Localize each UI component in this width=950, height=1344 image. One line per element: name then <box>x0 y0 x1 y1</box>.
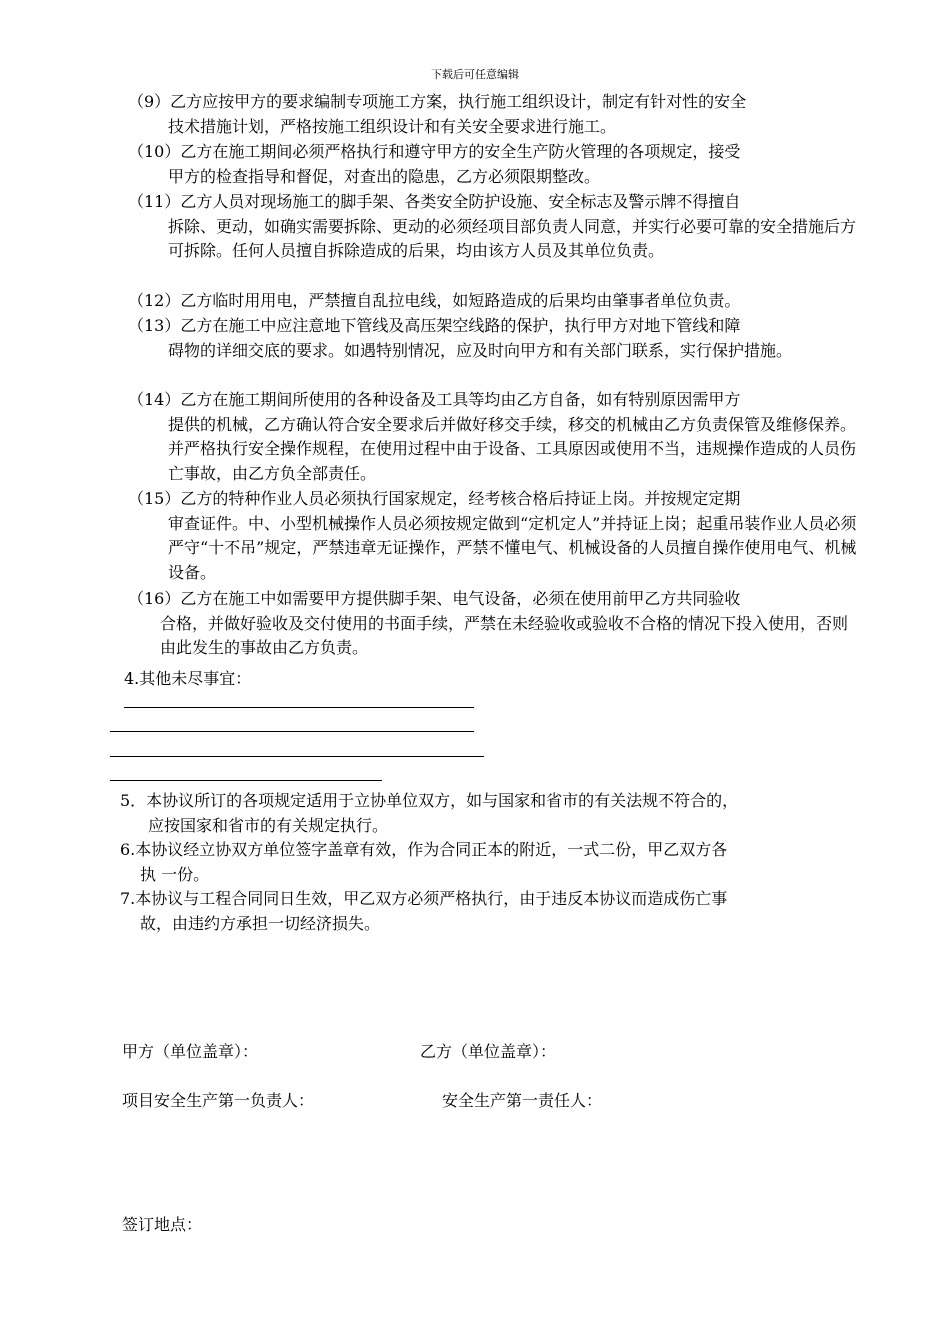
clause-item-12-first: （12）乙方临时用用电，严禁擅自乱拉电线，如短路造成的后果均由肇事者单位负责。 <box>128 291 741 310</box>
party-a-responsible-label: 项目安全生产第一负责人： <box>122 1091 315 1110</box>
clause-6-cont: 执 一份。 <box>140 864 210 884</box>
clause-5 <box>120 789 865 838</box>
clause-item-14 <box>128 388 863 486</box>
clause-item-9-cont: 技术措施计划，严格按施工组织设计和有关安全要求进行施工。 <box>168 116 617 136</box>
clause-7-first: 7.本协议与工程合同同日生效，甲乙双方必须严格执行，由于违反本协议而造成伤亡事 <box>120 889 728 908</box>
clause-7-cont: 故，由违约方承担一切经济损失。 <box>140 913 381 933</box>
clause-item-16-first: （16）乙方在施工中如需要甲方提供脚手架、电气设备，必须在使用前甲乙方共同验收 <box>128 589 741 608</box>
party-b-responsible-label: 安全生产第一责任人： <box>442 1091 603 1110</box>
clause-item-13 <box>128 314 863 363</box>
clause-item-12 <box>128 289 863 314</box>
blank-line <box>110 780 382 781</box>
clause-item-13-cont: 碍物的详细交底的要求。如遇特别情况，应及时向甲方和有关部门联系，实行保护措施。 <box>168 340 793 360</box>
clause-7 <box>120 887 865 936</box>
clause-6 <box>120 838 865 887</box>
clause-item-14-cont: 提供的机械，乙方确认符合安全要求后并做好移交手续，移交的机械由乙方负责保管及维修保养。并严格执行安全操作规程，在使用过程中由于设备、工具原因或使用不当，违规操作造成的人员伤亡事故，由乙方负全部责任。 <box>168 414 857 483</box>
clause-item-13-first: （13）乙方在施工中应注意地下管线及高压架空线路的保护，执行甲方对地下管线和障 <box>128 316 741 335</box>
clause-item-10-cont: 甲方的检查指导和督促，对查出的隐患，乙方必须限期整改。 <box>168 166 601 186</box>
clause-item-15 <box>128 487 863 585</box>
clause-item-11-first: （11）乙方人员对现场施工的脚手架、各类安全防护设施、安全标志及警示牌不得擅自 <box>128 192 741 211</box>
clause-5-first: 5．本协议所订的各项规定适用于立协单位双方，如与国家和省市的有关法规不符合的， <box>120 791 739 810</box>
clause-item-9-first: （9）乙方应按甲方的要求编制专项施工方案，执行施工组织设计，制定有针对性的安全 <box>128 92 747 111</box>
clause-item-16-cont: 合格，并做好验收及交付使用的书面手续，严禁在未经验收或验收不合格的情况下投入使用，否则由此发生的事故由乙方负责。 <box>160 613 849 657</box>
clause-item-16 <box>128 587 863 661</box>
clause-item-10-first: （10）乙方在施工期间必须严格执行和遵守甲方的安全生产防火管理的各项规定，接受 <box>128 142 741 161</box>
clause-item-9 <box>128 90 863 139</box>
clause-item-15-cont: 审查证件。中、小型机械操作人员必须按规定做到“定机定人”并持证上岗；起重吊装作业人员必须严守“十不吊”规定，严禁违章无证操作，严禁不懂电气、机械设备的人员擅自操作使用电气、机械设备。 <box>168 513 857 582</box>
clause-5-cont: 应按国家和省市的有关规定执行。 <box>148 815 389 835</box>
page-header: 下载后可任意编辑 <box>431 68 519 81</box>
clause-item-10 <box>128 140 863 189</box>
party-b-seal-label: 乙方（单位盖章）： <box>420 1042 557 1061</box>
blank-line <box>110 731 474 732</box>
blank-line <box>110 756 484 757</box>
signing-place-label: 签订地点： <box>122 1215 203 1234</box>
clause-item-11-cont: 拆除、更动，如确实需要拆除、更动的必须经项目部负责人同意，并实行必要可靠的安全措施后方可拆除。任何人员擅自拆除造成的后果，均由该方人员及其单位负责。 <box>168 216 857 260</box>
other-matters-label: 4.其他未尽事宜： <box>124 669 252 688</box>
clause-item-14-first: （14）乙方在施工期间所使用的各种设备及工具等均由乙方自备，如有特别原因需甲方 <box>128 390 741 409</box>
clause-item-11 <box>128 190 863 264</box>
clause-item-15-first: （15）乙方的特种作业人员必须执行国家规定，经考核合格后持证上岗。并按规定定期 <box>128 489 741 508</box>
clause-6-first: 6.本协议经立协双方单位签字盖章有效，作为合同正本的附近，一式二份，甲乙双方各 <box>120 840 728 859</box>
blank-line <box>124 707 474 708</box>
party-a-seal-label: 甲方（单位盖章）： <box>122 1042 259 1061</box>
